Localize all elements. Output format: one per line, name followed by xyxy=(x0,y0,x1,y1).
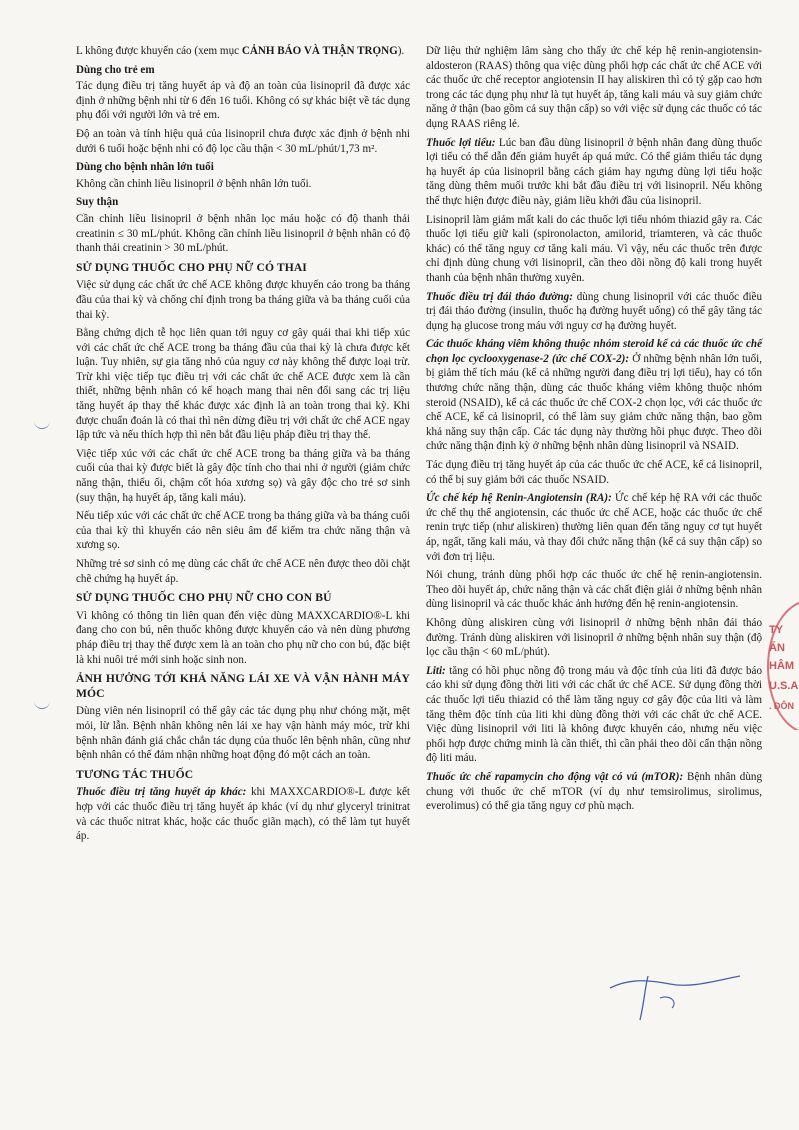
nsaid-paragraph-2: Tác dụng điều trị tăng huyết áp của các thuốc ức chế ACE, kể cả lisinopril, có thể bị suy giảm bởi các thuốc NSAID. xyxy=(426,459,762,486)
interaction-antihypertensive-lead: Thuốc điều trị tăng huyết áp khác: xyxy=(76,786,247,799)
heading-children: Dùng cho trẻ em xyxy=(76,63,155,76)
raas-paragraph: Dữ liệu thử nghiệm lâm sàng cho thấy ức chế kép hệ renin-angiotensin-aldosteron (RAAS) thông qua việc dùng phối hợp các chất ức chế ACE với các thuốc ức chế receptor angiotensin II hay aliskiren thì có tỷ gặp cao hơn trong các tác dụng phụ như là tụt huyết áp, tăng kali máu và suy giảm chức năng ở thận (bao gồm cả suy thận cấp) so với việc sử dụng các thuốc có tác dụng RAAS riêng lẻ. xyxy=(426,45,762,130)
binder-mark-icon xyxy=(34,418,50,429)
intro-paragraph xyxy=(76,44,410,59)
antidiabetic-text: dùng chung lisinopril với các thuốc điều trị đái tháo đường (insulin, thuốc hạ đường huyết uống) có thể gây tăng tác dụng hạ glucose trong máu với nguy cơ hạ đường huyết. xyxy=(426,290,762,332)
nsaid-paragraph-1 xyxy=(426,337,762,454)
antidiabetic-lead: Thuốc điều trị đái tháo đường: xyxy=(426,290,573,303)
stamp-text-3: HÂM xyxy=(769,660,795,672)
lactation-paragraph: Vì không có thông tin liên quan đến việc dùng MAXXCARDIO®-L khi đang cho con bú, nên thuốc không được khuyến cáo và nên dùng phương pháp điều trị thay thế được xem là an toàn cho phụ nữ cho con bú, đặc biệt là khi nuôi trẻ mới sinh hoặc sinh non. xyxy=(76,609,410,666)
pregnancy-paragraph-3: Việc tiếp xúc với các chất ức chế ACE trong ba tháng giữa và ba tháng cuối của thai kỳ được biết là gây độc tính cho thai nhi ở người (giảm chức năng thận, thiểu ối, chậm cốt hóa xương sọ) và gây độc cho trẻ sơ sinh (suy thận, hạ huyết áp, tăng kali máu). xyxy=(76,447,410,504)
heading-elderly: Dùng cho bệnh nhân lớn tuổi xyxy=(76,161,214,174)
elderly-paragraph: Không cần chỉnh liều lisinopril ở bệnh nhân lớn tuổi. xyxy=(76,177,312,190)
lithium-paragraph xyxy=(426,664,762,766)
heading-renal: Suy thận xyxy=(76,196,119,209)
left-column xyxy=(76,44,410,848)
stamp-text-5: . ĐÔN xyxy=(769,701,795,711)
children-paragraph-2: Độ an toàn và tính hiệu quả của lisinopril chưa được xác định ở bệnh nhi dưới 6 tuổi hoặc bệnh nhi có độ lọc cầu thận < 30 mL/phút/1,73 m². xyxy=(76,127,410,155)
heading-pregnancy: SỬ DỤNG THUỐC CHO PHỤ NỮ CÓ THAI xyxy=(76,260,307,274)
intro-end: ). xyxy=(397,45,405,57)
heading-lactation: SỬ DỤNG THUỐC CHO PHỤ NỮ CHO CON BÚ xyxy=(76,591,332,605)
intro-text: L không được khuyến cáo (xem mục xyxy=(76,45,242,57)
ra-paragraph-1 xyxy=(426,491,762,564)
mtor-paragraph xyxy=(426,770,762,814)
stamp-text-4: U.S.A xyxy=(769,680,799,692)
interaction-antihypertensive xyxy=(76,785,410,843)
signature-icon xyxy=(600,968,750,1028)
lithium-lead: Liti: xyxy=(426,664,446,677)
nsaid-text: Ở những bệnh nhân lớn tuổi, bị giảm thể tích máu (kể cả những người đang điều trị lợi tiểu), hay có tổn thương chức năng thận, dùng các thuốc kháng viêm không thuộc nhóm steroid (NSAID), kể cả các thuốc ức chế COX-2 chọn lọc, với các thuốc ức chế ACE, kể cả lisinopril, có thể làm suy giảm chức năng thận, bao gồm khả năng suy thận cấp. Các tác dụng này thường hồi phục được. Theo dõi chức năng thận định kỳ ở những bệnh nhân dùng lisinopril và NSAID. xyxy=(426,352,762,453)
pregnancy-paragraph-2: Bằng chứng dịch tễ học liên quan tới nguy cơ gây quái thai khi tiếp xúc với các chất ức chế ACE trong ba tháng đầu của thai kỳ là chưa được kết luận. Tuy nhiên, sự gia tăng nhỏ của nguy cơ này không thể được loại trừ. Trừ khi việc tiếp tục điều trị với các chất ức chế ACE được xem là cần thiết, những bệnh nhân có kế hoạch mang thai nên đổi sang các trị liệu tăng huyết áp thay thế khác được xác định là an toàn trong thai kỳ. Khi được chuẩn đoán là có thai thì nên dừng điều trị với chất ức chế ACE ngay lập tức và nếu thích hợp thì nên bắt đầu liệu pháp điều trị thay thế. xyxy=(76,327,410,442)
stamp-text-1: TY xyxy=(769,624,784,636)
right-column xyxy=(426,44,762,818)
children-paragraph-1: Tác dụng điều trị tăng huyết áp và độ an toàn của lisinopril đã được xác định ở những bệnh nhi từ 6 đến 16 tuổi. Không có sự khác biệt về tác dụng phụ đối với người lớn và trẻ em. xyxy=(76,80,410,122)
stamp-text-2: ẨN xyxy=(769,642,785,654)
warning-reference: CẢNH BÁO VÀ THẬN TRỌNG xyxy=(241,45,398,57)
renal-paragraph: Cần chỉnh liều lisinopril ở bệnh nhân lọc máu hoặc có độ thanh thải creatinin ≤ 30 mL/phút. Không cần chỉnh liều lisinopril ở bệnh nhân có độ thanh thải creatinin > 30 mL/phút. xyxy=(76,212,410,255)
company-stamp xyxy=(765,600,799,730)
lithium-text: tăng có hồi phục nồng độ trong máu và độc tính của liti đã được báo cáo khi sử dụng đồng thời liti với các chất ức chế ACE. Sử dụng đồng thời các thuốc lợi tiểu thiazid có thể làm tăng nguy cơ gây độc của liti và làm tăng thêm độc tính của liti khi dùng đồng thời với các chất ức chế ACE. Việc dùng lisinopril với liti là không được khuyến cáo, nhưng nếu việc phối hợp được chứng minh là cần thiết, thì cần phải theo dõi cẩn thận nồng độ liti máu. xyxy=(426,664,762,765)
antidiabetic-paragraph xyxy=(426,290,762,334)
diuretic-text: Lúc ban đầu dùng lisinopril ở bệnh nhân đang dùng thuốc lợi tiểu có thể dẫn đến giảm huyết áp quá mức. Có thể giảm thiểu tác dụng hạ huyết áp của lisinopril bằng cách giảm hay ngưng dùng lợi tiểu hoặc tăng dùng thêm muối trước khi bắt đầu điều trị với lisinopril. Nếu không thể thực hiện được điều này, giảm liều khởi đầu của lisinopril. xyxy=(426,136,762,207)
interaction-antihypertensive-text: khi MAXXCARDIO®-L được kết hợp với các thuốc điều trị tăng huyết áp khác (ví dụ như glyceryl trinitrat và các thuốc nitrat khác, hoặc các thuốc giãn mạch), có thể làm tụt huyết áp. xyxy=(76,786,410,843)
heading-driving: ẢNH HƯỞNG TỚI KHẢ NĂNG LÁI XE VÀ VẬN HÀNH MÁY MÓC xyxy=(76,672,410,700)
pregnancy-paragraph-1: Việc sử dụng các chất ức chế ACE không được khuyến cáo trong ba tháng đầu của thai kỳ và chống chỉ định trong ba tháng giữa và ba tháng cuối của thai kỳ. xyxy=(76,279,410,321)
pregnancy-paragraph-4: Nếu tiếp xúc với các chất ức chế ACE trong ba tháng giữa và ba tháng cuối của thai kỳ thì khuyến cáo nên siêu âm để kiểm tra chức năng thận và xương sọ. xyxy=(76,510,410,552)
pregnancy-paragraph-5: Những trẻ sơ sinh có mẹ dùng các chất ức chế ACE nên được theo dõi chặt chẽ chứng hạ huyết áp. xyxy=(76,558,410,585)
ra-paragraph-3: Không dùng aliskiren cùng với lisinopril ở những bệnh nhân đái tháo đường. Tránh dùng aliskiren với lisinopril ở những bệnh nhân suy thận (độ lọc cầu thận < 60 mL/phút). xyxy=(426,616,762,659)
binder-mark-icon xyxy=(34,698,50,709)
mtor-lead: Thuốc ức chế rapamycin cho động vật có vú (mTOR): xyxy=(426,770,684,783)
heading-interactions: TƯƠNG TÁC THUỐC xyxy=(76,767,194,781)
ra-lead: Ức chế kép hệ Renin-Angiotensin (RA): xyxy=(426,492,612,505)
nsaid-lead: Các thuốc kháng viêm không thuộc nhóm steroid kể cả các thuốc ức chế chọn lọc cyclooxygenase-2 (ức chế COX-2): xyxy=(426,338,762,365)
mtor-text: Bệnh nhân dùng chung với thuốc ức chế mTOR (ví dụ như temsirolimus, sirolimus, everolimus) có thể gia tăng nguy cơ phù mạch. xyxy=(426,770,762,813)
ra-text: Ức chế kép hệ RA với các thuốc ức chế thụ thể angiotensin, các thuốc ức chế ACE, hoặc các thuốc ức chế renin trực tiếp (như aliskiren) thường liên quan đến tăng nguy cơ tụt huyết áp, ngất, tăng kali máu, và thay đổi chức năng thận (kể cả suy thận cấp) so với đơn trị liệu. xyxy=(426,492,762,563)
diuretic-paragraph-1 xyxy=(426,136,762,209)
diuretic-lead: Thuốc lợi tiểu: xyxy=(426,136,496,149)
ra-paragraph-2: Nói chung, tránh dùng phối hợp các thuốc ức chế hệ renin-angiotensin. Theo dõi huyết áp, chức năng thận và các chất điện giải ở những bệnh nhân dùng lisinopril và các thuốc khác ảnh hưởng đến hệ renin-angiotensin. xyxy=(426,569,762,611)
diuretic-paragraph-2: Lisinopril làm giảm mất kali do các thuốc lợi tiểu nhóm thiazid gây ra. Các thuốc lợi tiểu giữ kali (spironolacton, amilorid, triamteren, và các thuốc khác) có thể tăng nguy cơ tăng kali máu. Vì vậy, nếu các thuốc trên được chỉ định dùng chung với lisinopril, cần theo dõi nồng độ kali trong huyết thanh của bệnh nhân thường xuyên. xyxy=(426,213,762,284)
driving-paragraph: Dùng viên nén lisinopril có thể gây các tác dụng phụ như chóng mặt, mệt mỏi, lừ lẫn. Bệnh nhân không nên lái xe hay vận hành máy móc, trừ khi bệnh nhân đánh giá chắc chắn tác dụng của thuốc lên bệnh nhân, cũng như bệnh nhân có thể đảm nhận những hoạt động đó một cách an toàn. xyxy=(76,705,410,762)
